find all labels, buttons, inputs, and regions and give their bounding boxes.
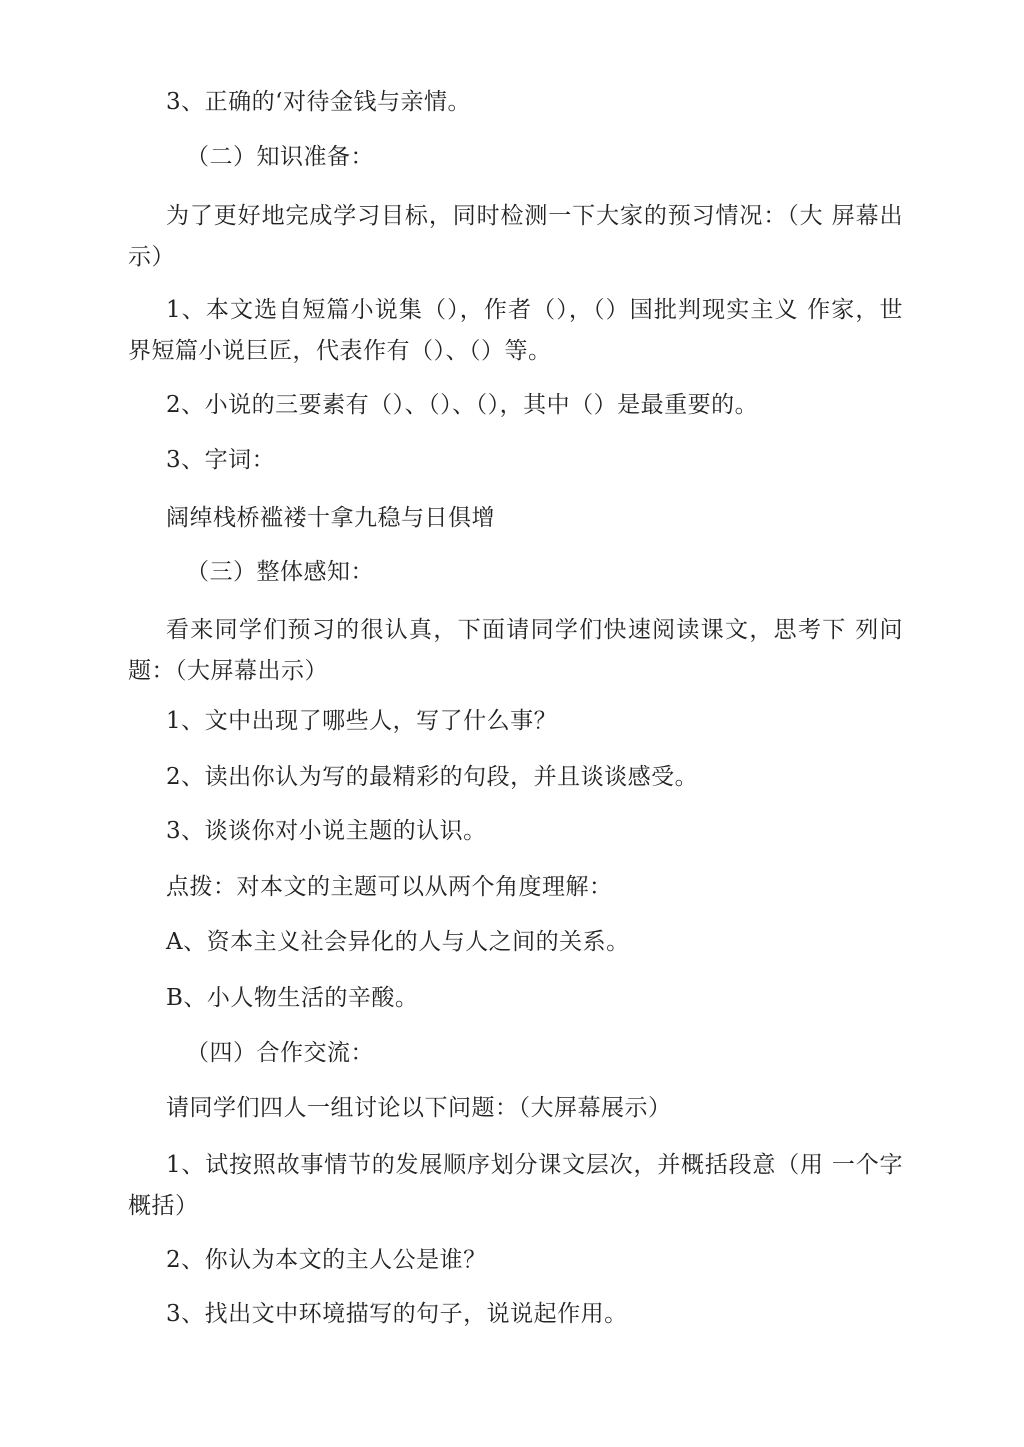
paragraph: 1、本文选自短篇小说集（），作者（），（）国批判现实主义 作家，世界短篇小说巨匠，代表作有（）、（）等。 [128,297,903,364]
text-line: A、资本主义社会异化的人与人之间的关系。 [166,929,630,955]
text-line: 点拨：对本文的主题可以从两个角度理解： [166,874,613,900]
text-line: B、小人物生活的辛酸。 [166,985,419,1011]
text-line: 3、谈谈你对小说主题的认识。 [166,818,487,844]
text-line: 阔绰栈桥褴褛十拿九稳与日俱增 [166,505,495,531]
text-line: 3、找出文中环境描写的句子，说说起作用。 [166,1301,628,1327]
paragraph: 1、试按照故事情节的发展顺序划分课文层次，并概括段意（用 一个字概括） [128,1152,903,1219]
text-line: 2、小说的三要素有（）、（）、（），其中（）是最重要的。 [166,392,759,418]
section-heading: （二）知识准备： [186,144,374,170]
section-heading: （三）整体感知： [186,559,374,585]
section-heading: （四）合作交流： [186,1040,374,1066]
text-line: 2、你认为本文的主人公是谁？ [166,1247,487,1273]
text-line: 3、正确的‘对待金钱与亲情。 [166,89,471,115]
paragraph: 看来同学们预习的很认真，下面请同学们快速阅读课文，思考下 列问题：（大屏幕出示） [128,617,903,684]
text-line: 3、字词： [166,447,276,473]
paragraph: 为了更好地完成学习目标，同时检测一下大家的预习情况：（大 屏幕出示） [128,203,903,270]
text-line: 请同学们四人一组讨论以下问题：（大屏幕展示） [166,1095,672,1121]
text-line: 2、读出你认为写的最精彩的句段，并且谈谈感受。 [166,764,699,790]
text-line: 1、文中出现了哪些人，写了什么事？ [166,708,558,734]
